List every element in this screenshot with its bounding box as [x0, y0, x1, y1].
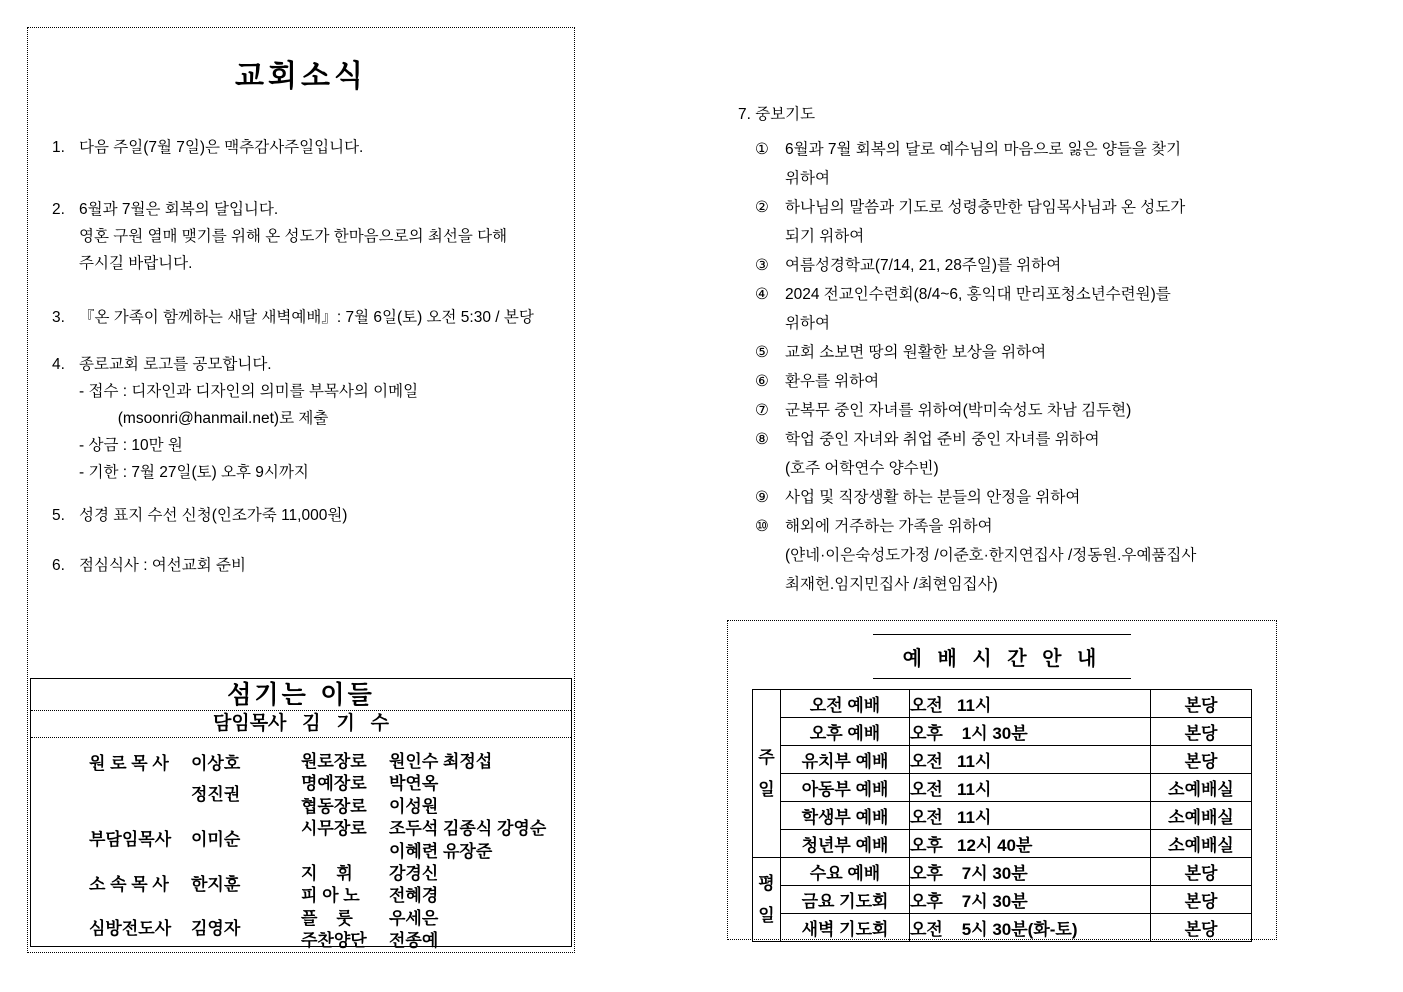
staff-name: 정진권	[191, 785, 241, 804]
service-time-cell: 오전 5시 30분(화-토)	[910, 914, 1151, 942]
service-place-cell: 소예배실	[1151, 802, 1252, 830]
service-place-cell: 본당	[1151, 746, 1252, 774]
staff-row	[89, 753, 301, 775]
worship-row	[753, 858, 1252, 886]
staff-column-elders-music	[301, 748, 563, 953]
news-item-body: 다음 주일(7월 7일)은 맥추감사주일입니다.	[79, 139, 364, 156]
prayer-item-body: 하나님의 말씀과 기도로 성령충만한 담임목사님과 온 성도가 되기 위하여	[785, 199, 1186, 245]
staff-role: 시무장로	[301, 819, 367, 839]
prayer-item	[755, 396, 1290, 425]
prayer-item-number: ⑧	[755, 431, 769, 448]
prayer-item	[755, 512, 1290, 599]
news-item-body: 『온 가족이 함께하는 새달 새벽예배』: 7월 6일(토) 오전 5:30 / 본당	[79, 309, 534, 326]
prayer-item-body: 사업 및 직장생활 하는 분들의 안정을 위하여	[785, 489, 1081, 506]
staff-row	[301, 818, 563, 840]
staff-role: 지 휘	[301, 864, 353, 884]
service-name-cell: 청년부 예배	[781, 830, 910, 858]
service-place-cell: 본당	[1151, 858, 1252, 886]
staff-name: 우세은	[389, 908, 439, 928]
prayer-item-body: 2024 전교인수련회(8/4~6, 홍익대 만리포청소년수련원)를 위하여	[785, 286, 1171, 332]
prayer-heading: 7. 중보기도	[738, 106, 816, 123]
staff-name: 이상호	[191, 754, 241, 773]
staff-name: 강경신	[389, 864, 439, 884]
church-news-list	[52, 134, 560, 579]
service-name-cell: 새벽 기도회	[781, 914, 910, 942]
prayer-item-number: ①	[755, 141, 769, 158]
prayer-item-number: ⑥	[755, 373, 769, 390]
prayer-item-body: 학업 중인 자녀와 취업 준비 중인 자녀를 위하여 (호주 어학연수 양수빈)	[785, 431, 1100, 477]
service-name-cell: 학생부 예배	[781, 802, 910, 830]
worship-row	[753, 718, 1252, 746]
day-group-cell-sunday: 주일	[753, 690, 781, 858]
prayer-item-body: 교회 소보면 땅의 원활한 보상을 위하여	[785, 344, 1047, 361]
worship-row	[753, 914, 1252, 942]
news-item	[52, 351, 560, 486]
staff-role	[89, 784, 191, 806]
staff-grid	[31, 738, 571, 953]
staff-row	[301, 863, 563, 885]
news-item-number: 1.	[52, 139, 65, 156]
service-place-cell: 본당	[1151, 718, 1252, 746]
church-news-panel	[27, 27, 575, 953]
staff-name: 이혜련 유장준	[389, 841, 493, 861]
service-place-cell: 본당	[1151, 914, 1252, 942]
staff-role	[301, 841, 389, 863]
news-item	[52, 304, 560, 331]
prayer-item	[755, 251, 1290, 280]
staff-row	[89, 829, 301, 851]
service-name-cell: 금요 기도회	[781, 886, 910, 914]
staff-role: 소 속 목 사	[89, 875, 169, 894]
news-item	[52, 196, 560, 277]
prayer-item-number: ③	[755, 257, 769, 274]
prayer-item	[755, 135, 1290, 193]
prayer-item	[755, 367, 1290, 396]
staff-role: 원 로 목 사	[89, 754, 169, 773]
worship-times-title: 예 배 시 간 안 내	[873, 634, 1132, 679]
news-item-body: 성경 표지 수선 신청(인조가죽 11,000원)	[79, 507, 348, 524]
church-news-title: 교회소식	[235, 59, 367, 94]
staff-name: 원인수 최정섭	[389, 752, 493, 771]
worship-row	[753, 746, 1252, 774]
prayer-item	[755, 425, 1290, 483]
news-item-body: 점심식사 : 여선교회 준비	[79, 557, 246, 574]
prayer-item-number: ⑤	[755, 344, 769, 361]
prayer-item-number: ⑩	[755, 518, 769, 535]
servants-title: 섬기는 이들	[31, 679, 571, 711]
staff-row	[301, 773, 563, 795]
news-item	[52, 552, 560, 579]
worship-times-panel	[727, 620, 1277, 940]
prayer-item-body: 해외에 거주하는 가족을 위하여 (얀네·이은숙성도가정 /이준호·한지연집사 /정동원.우예품집사 최재헌.임지민집사 /최현임집사)	[785, 518, 1197, 593]
staff-row	[301, 796, 563, 818]
staff-row	[301, 751, 563, 773]
senior-pastor-row: 담임목사 김 기 수	[31, 711, 571, 738]
staff-column-pastors	[89, 748, 301, 953]
prayer-item-body: 6월과 7월 회복의 달로 예수님의 마음으로 잃은 양들을 찾기 위하여	[785, 141, 1182, 187]
prayer-item-body: 군복무 중인 자녀를 위하여(박미숙성도 차남 김두현)	[785, 402, 1132, 419]
service-time-cell: 오후 7시 30분	[910, 886, 1151, 914]
staff-name: 한지훈	[191, 875, 241, 894]
prayer-item	[755, 483, 1290, 512]
staff-role: 심방전도사	[89, 919, 172, 938]
news-item	[52, 502, 560, 529]
service-time-cell: 오전 11시	[910, 774, 1151, 802]
news-item-body: 종로교회 로고를 공모합니다. - 접수 : 디자인과 디자인의 의미를 부목사의 이메일 (msoonri@hanmail.net)로 제출 - 상금 : 10만 원 - 기한 : 7월 27일(토) 오후 9시까지	[79, 356, 419, 481]
prayer-item	[755, 280, 1290, 338]
prayer-item	[755, 193, 1290, 251]
service-place-cell: 본당	[1151, 690, 1252, 718]
service-time-cell: 오전 11시	[910, 690, 1151, 718]
staff-row	[89, 874, 301, 896]
staff-name: 김영자	[191, 919, 241, 938]
service-name-cell: 아동부 예배	[781, 774, 910, 802]
prayer-item-body: 환우를 위하여	[785, 373, 880, 390]
service-name-cell: 유치부 예배	[781, 746, 910, 774]
prayer-item-body: 여름성경학교(7/14, 21, 28주일)를 위하여	[785, 257, 1062, 274]
staff-name: 이성원	[389, 796, 439, 816]
staff-row	[301, 930, 563, 952]
service-time-cell: 오후 1시 30분	[910, 718, 1151, 746]
news-item	[52, 134, 560, 161]
service-place-cell: 소예배실	[1151, 774, 1252, 802]
staff-row	[89, 784, 301, 806]
news-item-number: 6.	[52, 557, 65, 574]
staff-name: 전혜경	[389, 886, 439, 906]
news-item-number: 4.	[52, 356, 65, 373]
worship-times-table	[752, 689, 1252, 942]
news-item-body: 6월과 7월은 회복의 달입니다. 영혼 구원 열매 맺기를 위해 온 성도가 한마음으로의 최선을 다해 주시길 바랍니다.	[79, 201, 508, 272]
news-item-number: 3.	[52, 309, 65, 326]
service-name-cell: 오후 예배	[781, 718, 910, 746]
service-time-cell: 오전 11시	[910, 802, 1151, 830]
worship-row	[753, 886, 1252, 914]
staff-role: 플 룻	[301, 908, 353, 928]
staff-role: 명예장로	[301, 774, 367, 794]
staff-name: 박연옥	[389, 774, 439, 794]
news-item-number: 5.	[52, 507, 65, 524]
service-time-cell: 오후 12시 40분	[910, 830, 1151, 858]
staff-row	[301, 841, 563, 863]
prayer-item-number: ④	[755, 286, 769, 303]
prayer-item-number: ⑨	[755, 489, 769, 506]
staff-row	[89, 918, 301, 940]
prayer-item-number: ②	[755, 199, 769, 216]
staff-role: 부담임목사	[89, 830, 172, 849]
day-group-cell-weekday: 평일	[753, 858, 781, 942]
worship-row	[753, 690, 1252, 718]
service-time-cell: 오전 11시	[910, 746, 1151, 774]
servants-panel	[30, 678, 572, 951]
service-place-cell: 소예배실	[1151, 830, 1252, 858]
intercessory-prayer-section	[738, 100, 1290, 599]
worship-row	[753, 830, 1252, 858]
worship-row	[753, 802, 1252, 830]
worship-row	[753, 774, 1252, 802]
service-place-cell: 본당	[1151, 886, 1252, 914]
prayer-item	[755, 338, 1290, 367]
staff-role: 피 아 노	[301, 886, 360, 906]
prayer-item-number: ⑦	[755, 402, 769, 419]
staff-name: 조두석 김종식 강영순	[389, 819, 547, 839]
staff-role: 협동장로	[301, 796, 367, 816]
worship-title-wrap	[728, 634, 1276, 679]
staff-name: 전종예	[389, 931, 439, 951]
staff-name: 이미순	[191, 830, 241, 849]
staff-row	[301, 885, 563, 907]
staff-role: 원로장로	[301, 752, 367, 771]
staff-role: 주찬양단	[301, 931, 367, 951]
service-name-cell: 수요 예배	[781, 858, 910, 886]
service-name-cell: 오전 예배	[781, 690, 910, 718]
staff-row	[301, 908, 563, 930]
news-item-number: 2.	[52, 201, 65, 218]
service-time-cell: 오후 7시 30분	[910, 858, 1151, 886]
